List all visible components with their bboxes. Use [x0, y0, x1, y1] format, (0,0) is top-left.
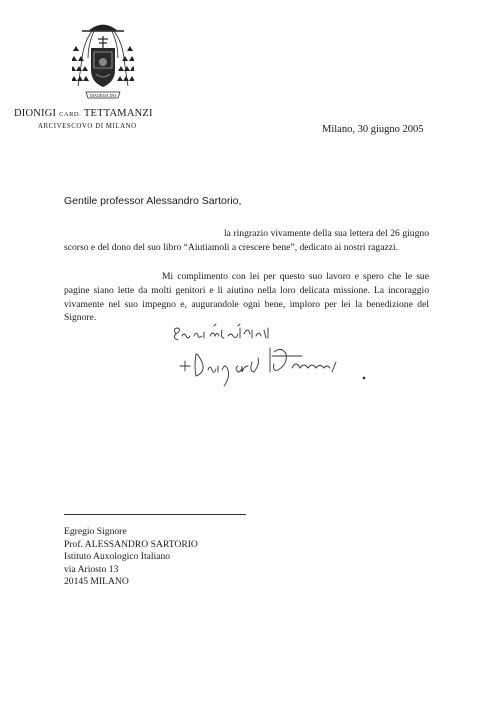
- body-paragraph-1: [64, 227, 429, 255]
- cardinal-coat-of-arms-icon: [72, 18, 134, 106]
- body-paragraph-1-text: la ringrazio vivamente della sua lettera del 26 giugno scorso e del dono del suo libro “Aiutiamoli a crescere bene”, dedicato ai nostri ragazzi.: [64, 228, 429, 253]
- crest-motto: DIADEMA DEI: [89, 93, 117, 98]
- sender-title: ARCIVESCOVO DI MILANO: [38, 123, 137, 130]
- recipient-salutation: Egregio Signore: [64, 526, 127, 537]
- letter-date: Milano, 30 giugno 2005: [322, 124, 424, 135]
- sender-rank: CARD.: [59, 111, 82, 118]
- sender-name: [14, 108, 153, 119]
- recipient-city: 20145 MILANO: [64, 576, 129, 588]
- body-paragraph-2: [64, 270, 429, 325]
- recipient-street: via Ariosto 13: [64, 563, 119, 575]
- body-paragraph-2-text: Mi complimento con lei per questo suo lavoro e spero che le sue pagine siano lette da molti genitori e li aiutino nella loro delicata missione. La incoraggio vivamente nel suo impegno e, augurandole ogni bene, imploro per lei la benedizione del Signore.: [64, 271, 429, 324]
- greeting: Gentile professor Alessandro Sartorio,: [64, 195, 242, 207]
- recipient-address: [64, 526, 198, 589]
- divider-line: [64, 514, 246, 515]
- recipient-institution: Istituto Auxologico Italiano: [64, 551, 171, 563]
- recipient-name: Prof. ALESSANDRO SARTORIO: [64, 538, 198, 550]
- sender-first-name: DIONIGI: [14, 108, 57, 119]
- sender-last-name: TETTAMANZI: [83, 108, 153, 119]
- handwritten-signature: [168, 322, 408, 394]
